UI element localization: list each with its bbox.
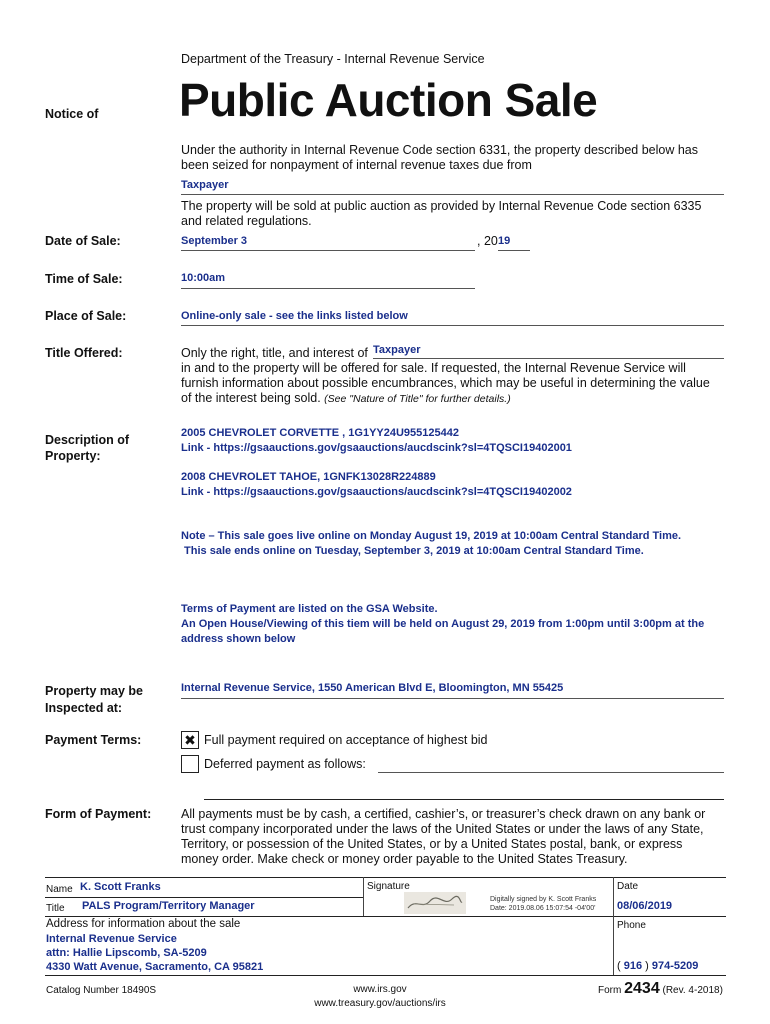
description-label-line-2: Property: [45,449,101,463]
taxpayer-field[interactable]: Taxpayer [181,179,724,195]
form-number [598,980,723,998]
phone-field[interactable] [617,960,698,972]
notice-of-label: Notice of [45,107,99,121]
phone-label: Phone [617,920,646,931]
name-rule [45,897,363,898]
terms-line-1: Terms of Payment are listed on the GSA Website. [181,603,438,615]
place-of-sale-field[interactable]: Online-only sale - see the links listed below [181,310,724,326]
place-of-sale-label: Place of Sale: [45,309,127,323]
item-1-title: 2005 CHEVROLET CORVETTE , 1G1YY24U955125442 [181,427,459,439]
title-offered-line-1: Only the right, title, and interest of [181,346,368,360]
deferred-payment-checkbox[interactable] [181,755,199,773]
date-of-sale-label: Date of Sale: [45,234,121,248]
address-field[interactable] [46,932,263,974]
signature-block-bottom-rule [45,975,726,976]
authority-text [181,143,698,173]
address-line-2: attn: Hallie Lipscomb, SA-5209 [46,947,207,959]
date-left-divider [613,877,614,975]
item-2-link[interactable]: Link - https://gsaauctions.gov/gsaauctions/aucdscink?sl=4TQSCI19402002 [181,486,572,498]
item-1-link[interactable]: Link - https://gsaauctions.gov/gsaauctions/aucdscink?sl=4TQSCI19402001 [181,442,572,454]
note-line-1: Note – This sale goes live online on Monday August 19, 2019 at 10:00am Central Standard Time. [181,530,682,542]
signature-label: Signature [367,881,410,892]
form-of-payment-text [181,807,705,867]
description-label-line-1: Description of [45,433,130,447]
phone-area-code: 916 [623,960,643,972]
form-of-payment-line-3: Territory, or possession of the United States, or by a United States postal, bank, or express [181,837,683,851]
name-field[interactable]: K. Scott Franks [80,881,161,893]
title-label: Title [46,903,65,914]
phone-number: 974-5209 [651,960,699,972]
inspection-label-line-2: Inspected at: [45,701,123,715]
form-number-value: 2434 [624,980,660,997]
form-revision: (Rev. 4-2018) [662,985,723,996]
title-offered-line-3: furnish information about possible encumbrances, which may be useful in determining the value [181,376,710,390]
title-offered-taxpayer-field[interactable]: Taxpayer [373,344,724,359]
terms-line-2: An Open House/Viewing of this tiem will be held on August 29, 2019 from 1:00pm until 3:00pm at the [181,618,705,630]
form-of-payment-line-4: money order. Make check or money order payable to the United States Treasury. [181,852,628,866]
website-irs[interactable]: www.irs.gov [353,984,407,995]
form-of-payment-line-1: All payments must be by cash, a certified, cashier’s, or treasurer’s check drawn on any bank or [181,807,706,821]
deferred-payment-extra-line [204,799,724,800]
signature-scribble-icon [404,892,466,917]
phone-close-paren: ) [645,960,649,972]
authority-line-2: been seized for nonpayment of internal revenue taxes due from [181,158,532,172]
year-prefix: , 20 [477,234,498,248]
item-2-title: 2008 CHEVROLET TAHOE, 1GNFK13028R224889 [181,471,436,483]
inspection-field[interactable]: Internal Revenue Service, 1550 American Blvd E, Bloomington, MN 55425 [181,682,724,699]
title-rule [45,916,726,917]
address-line-3: 4330 Watt Avenue, Sacramento, CA 95821 [46,961,264,973]
year-suffix-field[interactable]: 19 [498,235,530,251]
description-label [45,432,129,464]
signature-block-top-rule [45,877,726,878]
title-offered-line-4-row [181,391,710,407]
sold-text [181,199,701,229]
description-field[interactable] [181,426,726,647]
catalog-number: Catalog Number 18490S [46,985,157,996]
deferred-payment-field[interactable] [378,758,724,773]
website-treasury[interactable]: www.treasury.gov/auctions/irs [314,998,446,1009]
department-line: Department of the Treasury - Internal Revenue Service [181,52,485,66]
terms-line-3: address shown below [181,633,296,645]
time-of-sale-field[interactable]: 10:00am [181,272,475,289]
page-title: Public Auction Sale [179,74,598,126]
digital-signature-text [490,895,596,913]
time-of-sale-label: Time of Sale: [45,272,123,286]
full-payment-checkbox[interactable]: ✖ [181,731,199,749]
inspection-label-line-1: Property may be [45,684,143,698]
title-offered-body [181,361,710,407]
date-label: Date [617,881,639,892]
digital-signature-line-2: Date: 2019.08.06 15:07:54 -04'00' [490,905,596,912]
date-field[interactable]: 08/06/2019 [617,900,673,912]
sold-line-1: The property will be sold at public auction as provided by Internal Revenue Code section 6335 [181,199,702,213]
form-prefix: Form [598,985,622,996]
date-of-sale-field[interactable]: September 3 [181,235,475,251]
title-field[interactable]: PALS Program/Territory Manager [82,900,255,912]
title-offered-line-4: of the interest being sold. [181,391,321,405]
address-label: Address for information about the sale [46,918,241,930]
form-of-payment-line-2: trust company incorporated under the laws of the United States or under the laws of any State, [181,822,704,836]
deferred-payment-label: Deferred payment as follows: [204,757,366,771]
title-offered-line-2: in and to the property will be offered for sale. If requested, the Internal Revenue Service will [181,361,686,375]
address-line-1: Internal Revenue Service [46,933,177,945]
sold-line-2: and related regulations. [181,214,312,228]
full-payment-label: Full payment required on acceptance of highest bid [204,733,488,747]
note-line-2: This sale ends online on Tuesday, September 3, 2019 at 10:00am Central Standard Time. [181,545,644,557]
website-links [300,983,460,1011]
digital-signature-line-1: Digitally signed by K. Scott Franks [490,896,597,903]
nature-of-title-note: (See "Nature of Title" for further details.) [324,393,511,405]
inspection-label [45,683,143,717]
signature-left-divider [363,877,364,916]
authority-line-1: Under the authority in Internal Revenue Code section 6331, the property described below has [181,143,698,157]
form-of-payment-label: Form of Payment: [45,807,152,821]
name-label: Name [46,884,73,895]
title-offered-label: Title Offered: [45,346,123,360]
phone-open-paren: ( [617,960,621,972]
payment-terms-label: Payment Terms: [45,733,142,747]
